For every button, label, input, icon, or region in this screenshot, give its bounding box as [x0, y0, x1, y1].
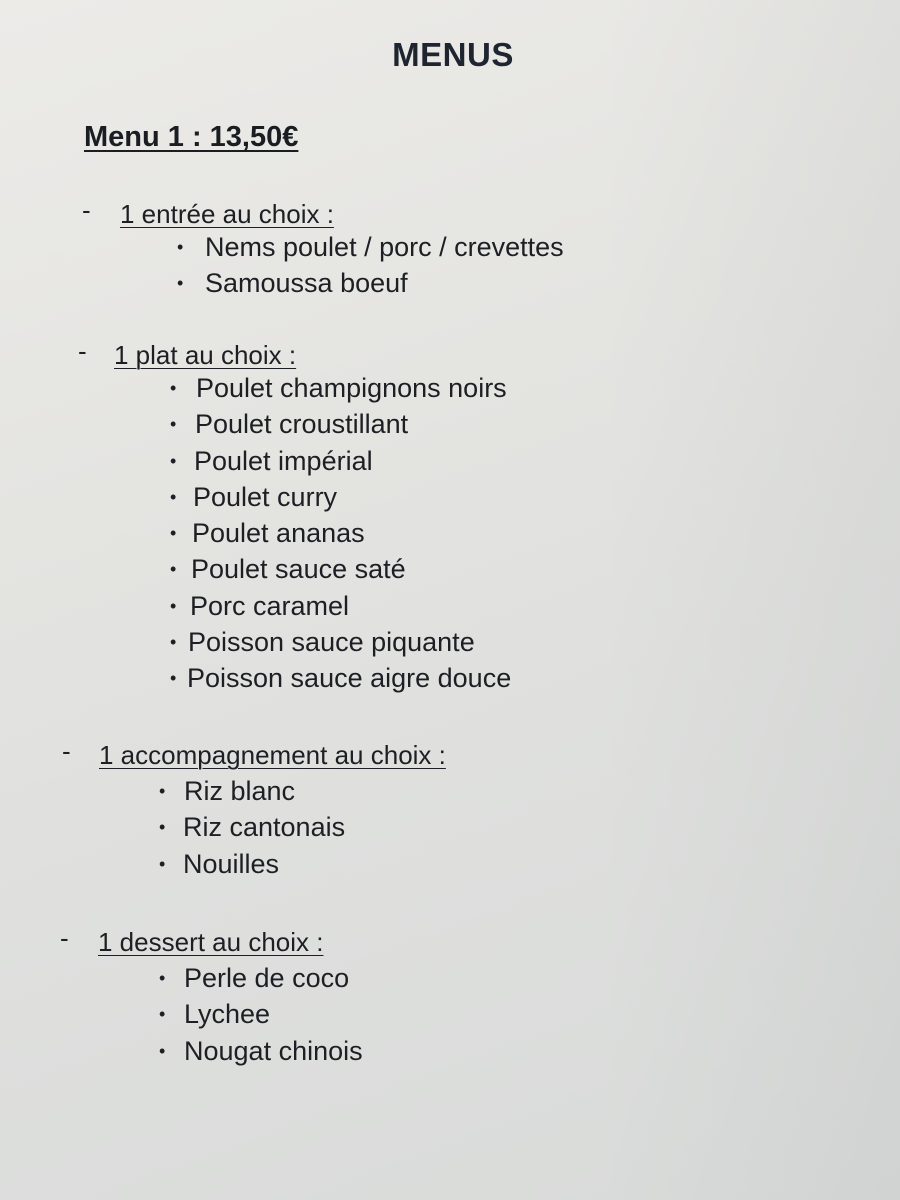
- bullet-icon: •: [170, 668, 177, 689]
- item-text: Nems poulet / porc / crevettes: [205, 232, 564, 262]
- paper-shading: [600, 0, 900, 1200]
- section-label-dessert: 1 dessert au choix :: [98, 927, 324, 957]
- item-text: Lychee: [184, 999, 271, 1030]
- item-text: Poulet champignons noirs: [196, 373, 507, 403]
- bullet-icon: •: [170, 595, 177, 616]
- bullet-icon: •: [159, 1040, 166, 1061]
- item-text: Porc caramel: [190, 590, 350, 621]
- bullet-icon: •: [159, 817, 166, 838]
- item-text: Riz blanc: [184, 776, 296, 806]
- item-text: Poulet croustillant: [195, 409, 409, 440]
- bullet-icon: •: [170, 523, 177, 544]
- bullet-icon: •: [159, 781, 166, 801]
- item-text: Poisson sauce aigre douce: [187, 663, 512, 694]
- item-text: Poulet curry: [193, 481, 338, 512]
- bullet-icon: •: [170, 378, 177, 398]
- bullet-icon: •: [170, 414, 177, 435]
- item-text: Poulet sauce saté: [191, 554, 406, 585]
- item-text: Samoussa boeuf: [205, 268, 408, 299]
- dash-marker: -: [78, 336, 87, 366]
- item-text: Poisson sauce piquante: [188, 627, 475, 658]
- menu-heading: Menu 1 : 13,50€: [84, 121, 299, 153]
- bullet-icon: •: [170, 450, 177, 471]
- section-label-plat: 1 plat au choix :: [114, 340, 297, 370]
- bullet-icon: •: [170, 486, 177, 507]
- bullet-icon: •: [159, 968, 166, 988]
- item-text: Poulet impérial: [194, 445, 373, 476]
- item-text: Riz cantonais: [183, 812, 346, 843]
- dash-marker: -: [82, 195, 91, 225]
- item-text: Nougat chinois: [184, 1035, 363, 1066]
- bullet-icon: •: [159, 1004, 166, 1025]
- section-label-entree: 1 entrée au choix :: [120, 199, 334, 229]
- bullet-icon: •: [170, 559, 177, 580]
- item-text: Nouilles: [183, 848, 280, 879]
- dash-marker: -: [60, 923, 69, 953]
- item-text: Poulet ananas: [192, 518, 365, 549]
- page-title: MENUS: [392, 36, 514, 73]
- bullet-icon: •: [177, 237, 184, 257]
- bullet-icon: •: [170, 632, 177, 653]
- bullet-icon: •: [177, 273, 184, 294]
- dash-marker: -: [62, 736, 71, 766]
- item-text: Perle de coco: [184, 963, 350, 993]
- section-label-accompagnement: 1 accompagnement au choix :: [99, 740, 446, 770]
- bullet-icon: •: [159, 853, 166, 874]
